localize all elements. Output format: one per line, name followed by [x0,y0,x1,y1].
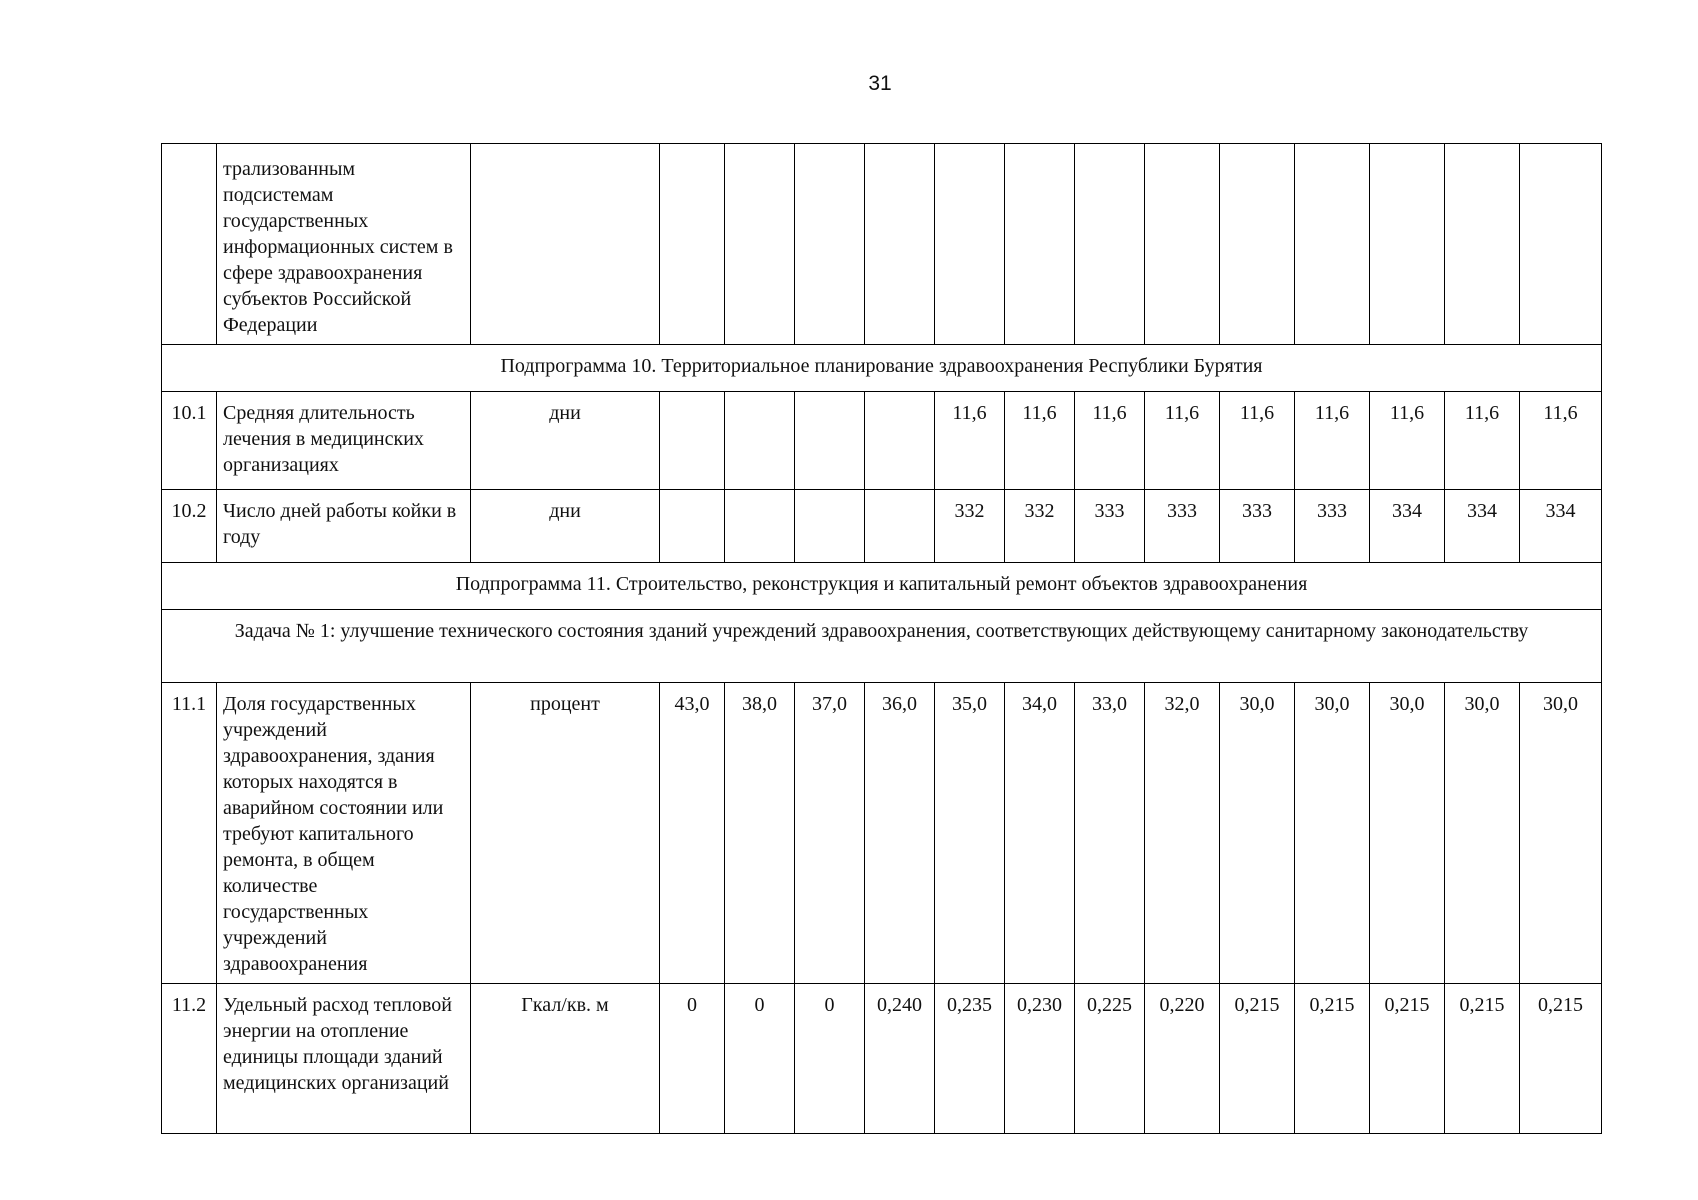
value-cell [1220,144,1295,345]
value-cell: 333 [1220,490,1295,563]
table-row [162,683,1602,984]
value-cell: 37,0 [795,683,865,984]
value-cell: 0,215 [1220,984,1295,1134]
table-row [162,490,1602,563]
row-number: 11.1 [162,683,217,984]
row-number [162,144,217,345]
value-cell [865,144,935,345]
value-cell: 30,0 [1445,683,1520,984]
indicator-name: Средняя длительность лечения в медицинских организациях [217,392,471,490]
value-cell: 0,230 [1005,984,1075,1134]
value-cell [725,490,795,563]
value-cell [1075,144,1145,345]
value-cell: 43,0 [660,683,725,984]
value-cell [660,392,725,490]
value-cell: 332 [1005,490,1075,563]
value-cell [795,144,865,345]
value-cell: 333 [1075,490,1145,563]
value-cell [725,392,795,490]
value-cell [865,490,935,563]
value-cell: 34,0 [1005,683,1075,984]
value-cell: 0,215 [1445,984,1520,1134]
table-row [162,392,1602,490]
value-cell: 0 [660,984,725,1134]
unit-cell: дни [471,392,660,490]
value-cell [1520,144,1602,345]
value-cell [1005,144,1075,345]
value-cell: 334 [1520,490,1602,563]
value-cell: 0,215 [1295,984,1370,1134]
subprogram-row [162,345,1602,392]
unit-cell [471,144,660,345]
value-cell: 334 [1370,490,1445,563]
value-cell [1295,144,1370,345]
value-cell: 30,0 [1370,683,1445,984]
value-cell: 334 [1445,490,1520,563]
indicator-name: Удельный расход тепловой энергии на отопление единицы площади зданий медицинских организаций [217,984,471,1134]
subprogram-heading: Подпрограмма 10. Территориальное планирование здравоохранения Республики Бурятия [162,345,1602,392]
value-cell [935,144,1005,345]
value-cell: 35,0 [935,683,1005,984]
value-cell: 32,0 [1145,683,1220,984]
value-cell: 11,6 [1370,392,1445,490]
value-cell: 0,220 [1145,984,1220,1134]
table-row [162,984,1602,1134]
subprogram-heading: Подпрограмма 11. Строительство, реконструкция и капитальный ремонт объектов здравоохранения [162,563,1602,610]
indicator-name: трализованным подсистемам государственных информационных систем в сфере здравоохранения субъектов Российской Федерации [217,144,471,345]
value-cell: 30,0 [1295,683,1370,984]
value-cell: 11,6 [1005,392,1075,490]
value-cell: 0,215 [1520,984,1602,1134]
value-cell: 0 [725,984,795,1134]
value-cell: 332 [935,490,1005,563]
value-cell [865,392,935,490]
value-cell: 333 [1145,490,1220,563]
unit-cell: дни [471,490,660,563]
table-row [162,144,1602,345]
task-row [162,610,1602,683]
value-cell: 38,0 [725,683,795,984]
value-cell: 333 [1295,490,1370,563]
row-number: 10.1 [162,392,217,490]
subprogram-row [162,563,1602,610]
value-cell: 0,215 [1370,984,1445,1134]
page-number: 31 [868,72,892,95]
value-cell: 11,6 [1445,392,1520,490]
value-cell: 11,6 [935,392,1005,490]
value-cell: 0,240 [865,984,935,1134]
value-cell: 11,6 [1520,392,1602,490]
value-cell: 11,6 [1075,392,1145,490]
value-cell: 0,225 [1075,984,1145,1134]
value-cell: 11,6 [1145,392,1220,490]
value-cell: 11,6 [1220,392,1295,490]
value-cell [795,392,865,490]
indicators-table [161,143,1602,1134]
value-cell: 11,6 [1295,392,1370,490]
value-cell [1145,144,1220,345]
task-heading: Задача № 1: улучшение технического состояния зданий учреждений здравоохранения, соответствующих действующему санитарному законодательству [162,610,1602,683]
value-cell: 33,0 [1075,683,1145,984]
value-cell [795,490,865,563]
value-cell: 0,235 [935,984,1005,1134]
row-number: 11.2 [162,984,217,1134]
row-number: 10.2 [162,490,217,563]
value-cell: 0 [795,984,865,1134]
indicator-name: Доля государственных учреждений здравоохранения, здания которых находятся в аварийном состоянии или требуют капитального ремонта, в общем количестве государственных учреждений здравоохранения [217,683,471,984]
value-cell: 30,0 [1520,683,1602,984]
value-cell: 36,0 [865,683,935,984]
value-cell [660,144,725,345]
value-cell [1370,144,1445,345]
value-cell [1445,144,1520,345]
unit-cell: процент [471,683,660,984]
value-cell [660,490,725,563]
unit-cell: Гкал/кв. м [471,984,660,1134]
indicator-name: Число дней работы койки в году [217,490,471,563]
value-cell: 30,0 [1220,683,1295,984]
value-cell [725,144,795,345]
